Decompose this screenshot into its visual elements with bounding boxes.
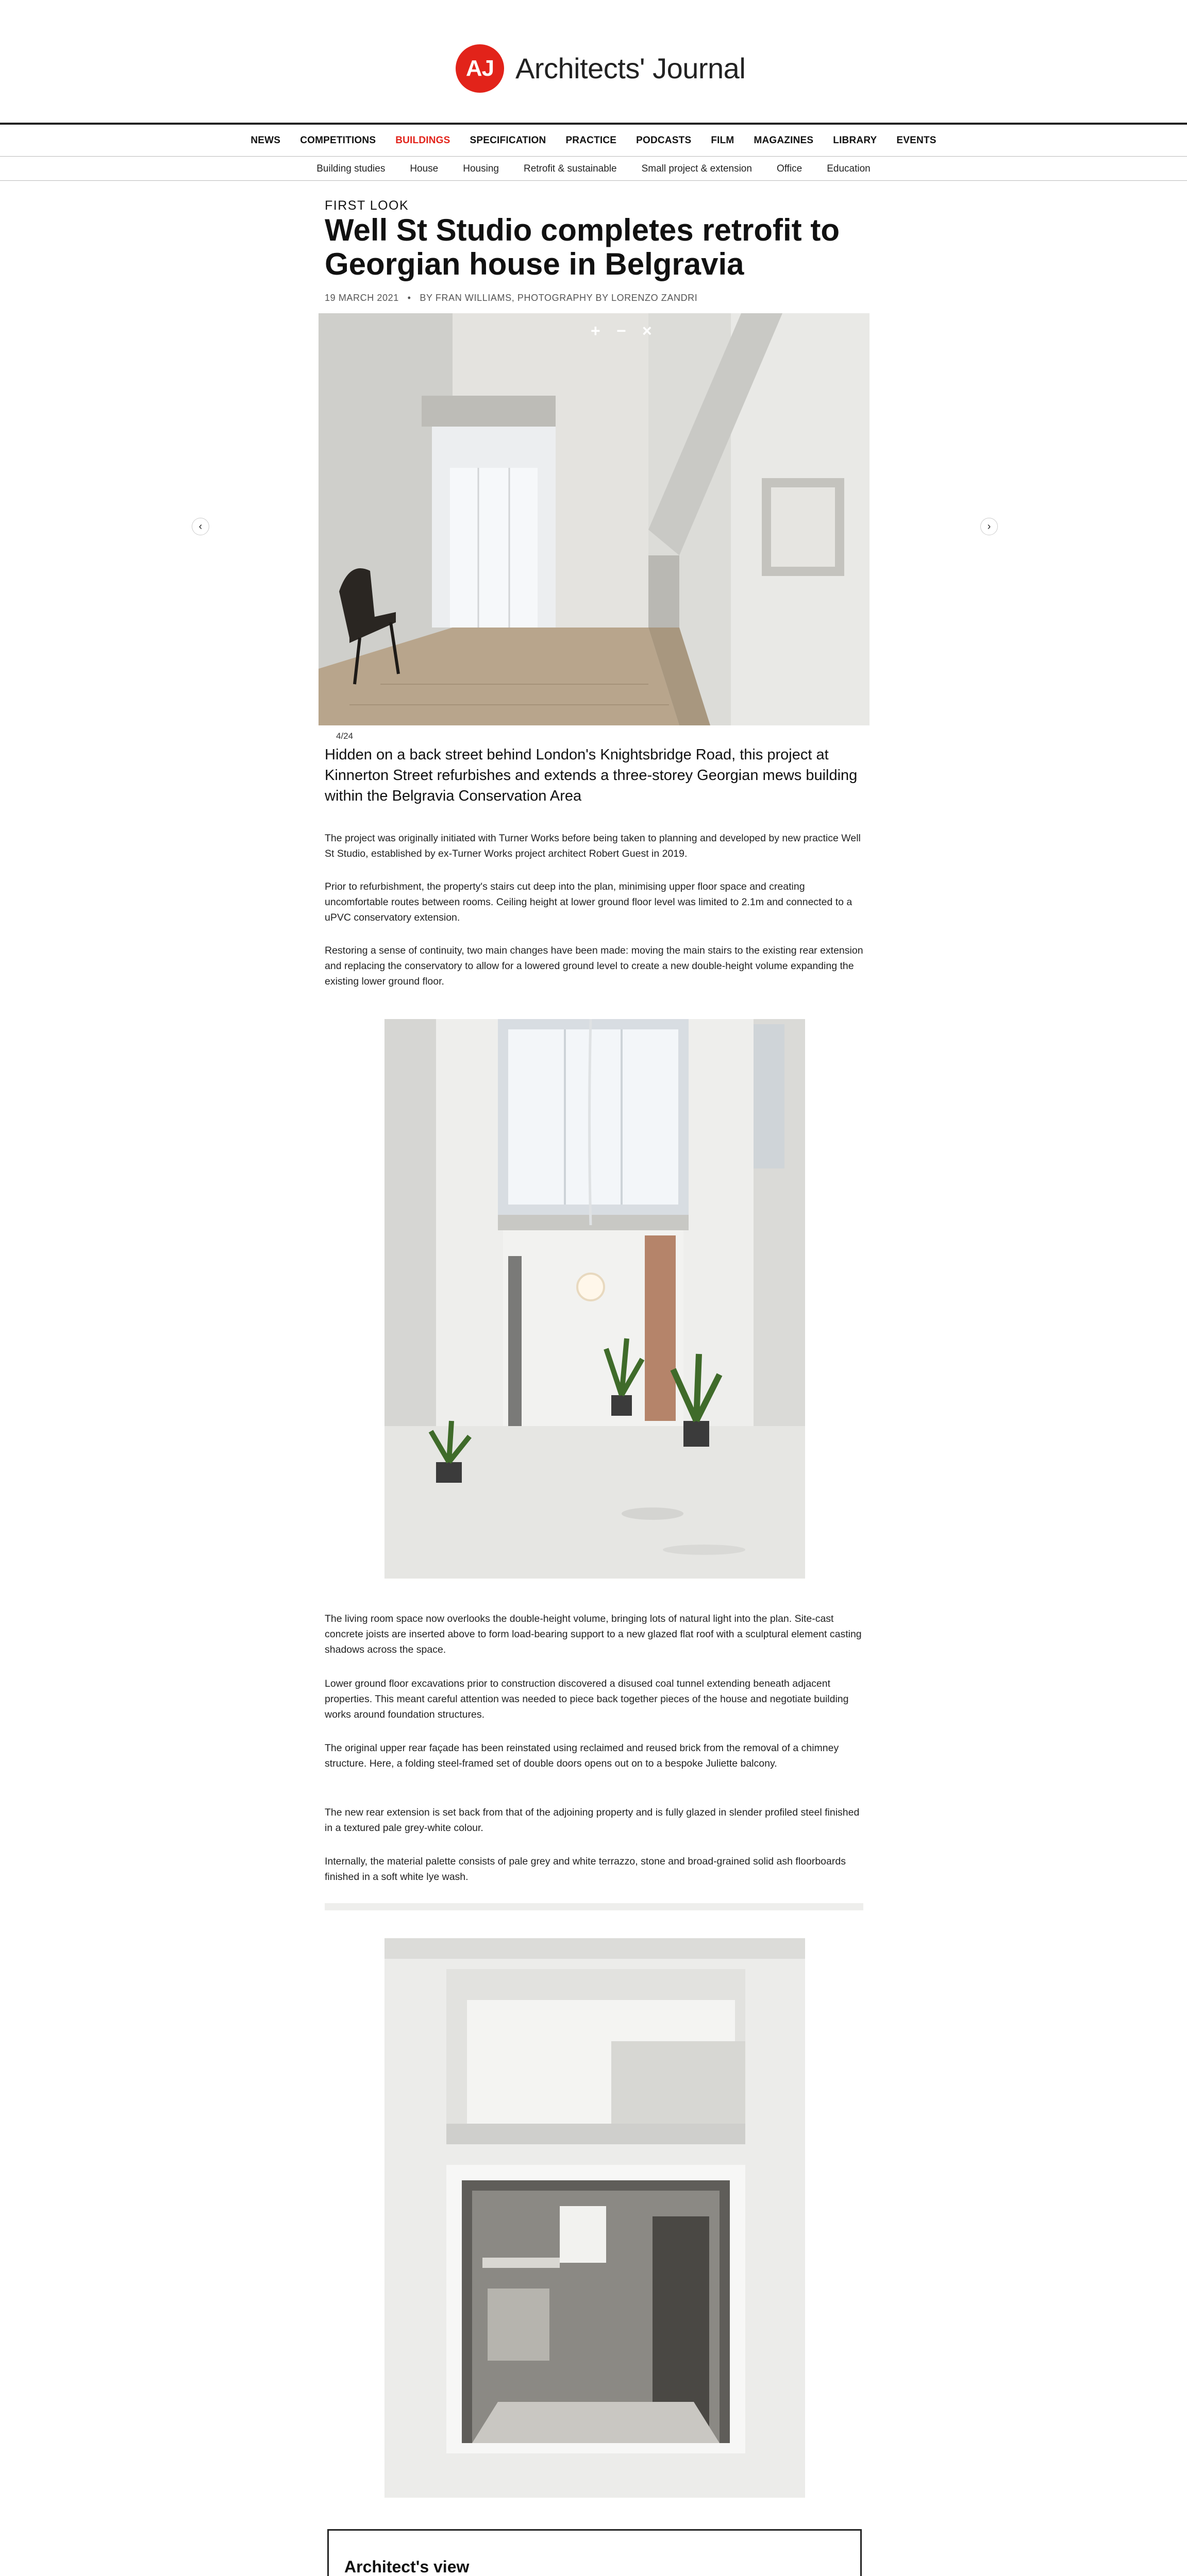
- site-logo[interactable]: [456, 44, 745, 93]
- body-paragraph: The new rear extension is set back from that of the adjoining property and is fully glazed in slender profiled steel finished in a textured pale grey-white colour.: [325, 1807, 860, 1834]
- nav-magazines[interactable]: MAGAZINES: [754, 134, 814, 146]
- byline-separator: •: [402, 293, 417, 303]
- body-paragraph: The original upper rear façade has been reinstated using reclaimed and reused brick from the removal of a chimney structure. Here, a folding steel-framed set of double doors opens out on to a bespoke Juliette balcony.: [325, 1742, 839, 1769]
- gallery-prev-button[interactable]: [192, 518, 209, 535]
- gallery-zoom-in-button[interactable]: +: [591, 321, 600, 340]
- article-date: 19 MARCH 2021: [325, 293, 399, 303]
- section-divider: [325, 1903, 863, 1910]
- nav-events[interactable]: EVENTS: [896, 134, 937, 146]
- sub-navigation: [0, 157, 1187, 181]
- architects-view-title: Architect's view: [344, 2557, 470, 2576]
- gallery-counter: 4/24: [336, 731, 354, 741]
- nav-podcasts[interactable]: PODCASTS: [636, 134, 692, 146]
- article-photo-kitchen: [384, 1938, 805, 2498]
- image-gallery[interactable]: [319, 313, 870, 725]
- subnav-building-studies[interactable]: Building studies: [316, 163, 386, 174]
- body-paragraph: The project was originally initiated with Turner Works before being taken to planning and developed by new practice Well St Studio, established by ex-Turner Works project architect Robert Guest in 2019.: [325, 833, 861, 859]
- logo-text: Architects' Journal: [515, 52, 746, 84]
- article-title: Well St Studio completes retrofit to Georgian house in Belgravia: [325, 213, 840, 281]
- article-standfirst: Hidden on a back street behind London's Knightsbridge Road, this project at Kinnerton Street refurbishes and extends a three-storey Georgian mews building within the Belgravia Conservation Area: [325, 747, 858, 804]
- gallery-close-button[interactable]: ×: [642, 321, 652, 340]
- body-paragraph: Internally, the material palette consists of pale grey and white terrazzo, stone and broad-grained solid ash floorboards finished in a soft white lye wash.: [325, 1856, 846, 1883]
- gallery-zoom-out-button[interactable]: −: [616, 321, 626, 340]
- logo-mark: AJ: [456, 44, 504, 93]
- chevron-right-icon: ›: [987, 520, 991, 532]
- subnav-education[interactable]: Education: [827, 163, 871, 174]
- article-kicker: FIRST LOOK: [325, 198, 409, 213]
- subnav-office[interactable]: Office: [776, 163, 803, 174]
- subnav-retrofit[interactable]: Retrofit & sustainable: [523, 163, 617, 174]
- subnav-housing[interactable]: Housing: [463, 163, 499, 174]
- gallery-photo-interior: [319, 313, 870, 725]
- body-paragraph: Prior to refurbishment, the property's stairs cut deep into the plan, minimising upper floor space and creating uncomfortable routes between rooms. Ceiling height at lower ground floor level was limited to 2.1m and connected to a uPVC conservatory extension.: [325, 881, 852, 923]
- nav-film[interactable]: FILM: [711, 134, 734, 146]
- nav-news[interactable]: NEWS: [250, 134, 281, 146]
- body-paragraph: The living room space now overlooks the double-height volume, bringing lots of natural light into the plan. Site-cast concrete joists are inserted above to form load-bearing support to a new glazed flat roof with a sculptural element casting shadows across the space.: [325, 1613, 862, 1655]
- nav-library[interactable]: LIBRARY: [833, 134, 877, 146]
- article-photo-double-height: [384, 1019, 805, 1579]
- main-navigation: [0, 123, 1187, 157]
- nav-specification[interactable]: SPECIFICATION: [470, 134, 546, 146]
- body-paragraph: Lower ground floor excavations prior to construction discovered a disused coal tunnel extending beneath adjacent properties. This meant careful attention was needed to piece back together pieces of the house and negotiate building works around foundation structures.: [325, 1678, 849, 1720]
- subnav-small-project[interactable]: Small project & extension: [641, 163, 752, 174]
- architects-view-box: [327, 2529, 862, 2576]
- subnav-house[interactable]: House: [410, 163, 439, 174]
- chevron-left-icon: ‹: [198, 520, 203, 532]
- site-header: [0, 0, 1187, 121]
- article-author: BY FRAN WILLIAMS, PHOTOGRAPHY BY LORENZO ZANDRI: [420, 293, 698, 303]
- article-byline: [325, 293, 697, 303]
- nav-practice[interactable]: PRACTICE: [565, 134, 617, 146]
- body-paragraph: Restoring a sense of continuity, two main changes have been made: moving the main stairs to the existing rear extension and replacing the conservatory to allow for a lowered ground level to create a new double-height volume expanding the existing lower ground floor.: [325, 945, 863, 987]
- nav-buildings[interactable]: BUILDINGS: [395, 134, 450, 146]
- gallery-next-button[interactable]: [980, 518, 998, 535]
- nav-competitions[interactable]: COMPETITIONS: [300, 134, 376, 146]
